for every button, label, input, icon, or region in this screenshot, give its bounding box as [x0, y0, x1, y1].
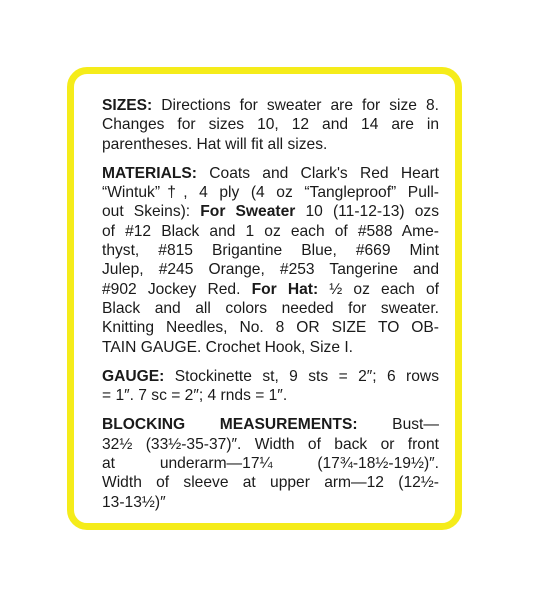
sizes-text-1: Directions for sweater are for size 8. [152, 97, 439, 114]
blocking-text-3: at underarm—17¼ (17¾-18½-19½)″. [102, 455, 439, 473]
sizes-text-2: Changes for sizes 10, 12 and 14 are in [102, 116, 439, 134]
blocking-heading: BLOCKING MEASUREMENTS: [102, 416, 358, 434]
gauge-section [102, 367, 439, 406]
materials-text-10: TAIN GAUGE. Crochet Hook, Size I. [102, 338, 354, 356]
materials-text-3b: 10 (11-12-13) ozs [295, 203, 439, 221]
materials-text-5: thyst, #815 Brigantine Blue, #669 Mint [102, 242, 439, 260]
materials-text-1: Coats and Clark's Red Heart [197, 164, 439, 182]
blocking-section [102, 415, 439, 511]
sizes-heading: SIZES: [102, 97, 153, 114]
materials-text-6: Julep, #245 Orange, #253 Tangerine and [102, 261, 439, 279]
materials-text-8: Black and all colors needed for sweater. [102, 299, 439, 317]
materials-text-3a: out Skeins): [102, 203, 201, 221]
materials-heading: MATERIALS: [102, 164, 197, 182]
materials-text-4: of #12 Black and 1 oz each of #588 Ame- [102, 222, 439, 240]
materials-text-7a: #902 Jockey Red. [102, 280, 252, 298]
blocking-text-4: Width of sleeve at upper arm—12 (12½- [102, 474, 439, 492]
blocking-text-1: Bust— [357, 416, 439, 434]
materials-section [102, 164, 439, 357]
blocking-text-5: 13-13½)″ [102, 493, 166, 511]
for-sweater-label: For Sweater [200, 203, 296, 221]
gauge-text-2: = 1″. 7 sc = 2″; 4 rnds = 1″. [102, 387, 288, 405]
materials-text-9: Knitting Needles, No. 8 OR SIZE TO OB- [102, 319, 439, 337]
gauge-text-1: Stockinette st, 9 sts = 2″; 6 rows [164, 367, 439, 385]
gauge-heading: GAUGE: [102, 367, 165, 385]
materials-text-2: “Wintuk”†, 4 ply (4 oz “Tangleproof” Pull- [102, 184, 439, 202]
sizes-section [102, 96, 439, 154]
materials-text-7b: ½ oz each of [318, 280, 439, 298]
for-hat-label: For Hat: [251, 280, 319, 298]
blocking-text-2: 32½ (33½-35-37)″. Width of back or front [102, 435, 439, 453]
sizes-text-3: parentheses. Hat will fit all sizes. [102, 135, 328, 153]
instructions-card [67, 67, 462, 530]
